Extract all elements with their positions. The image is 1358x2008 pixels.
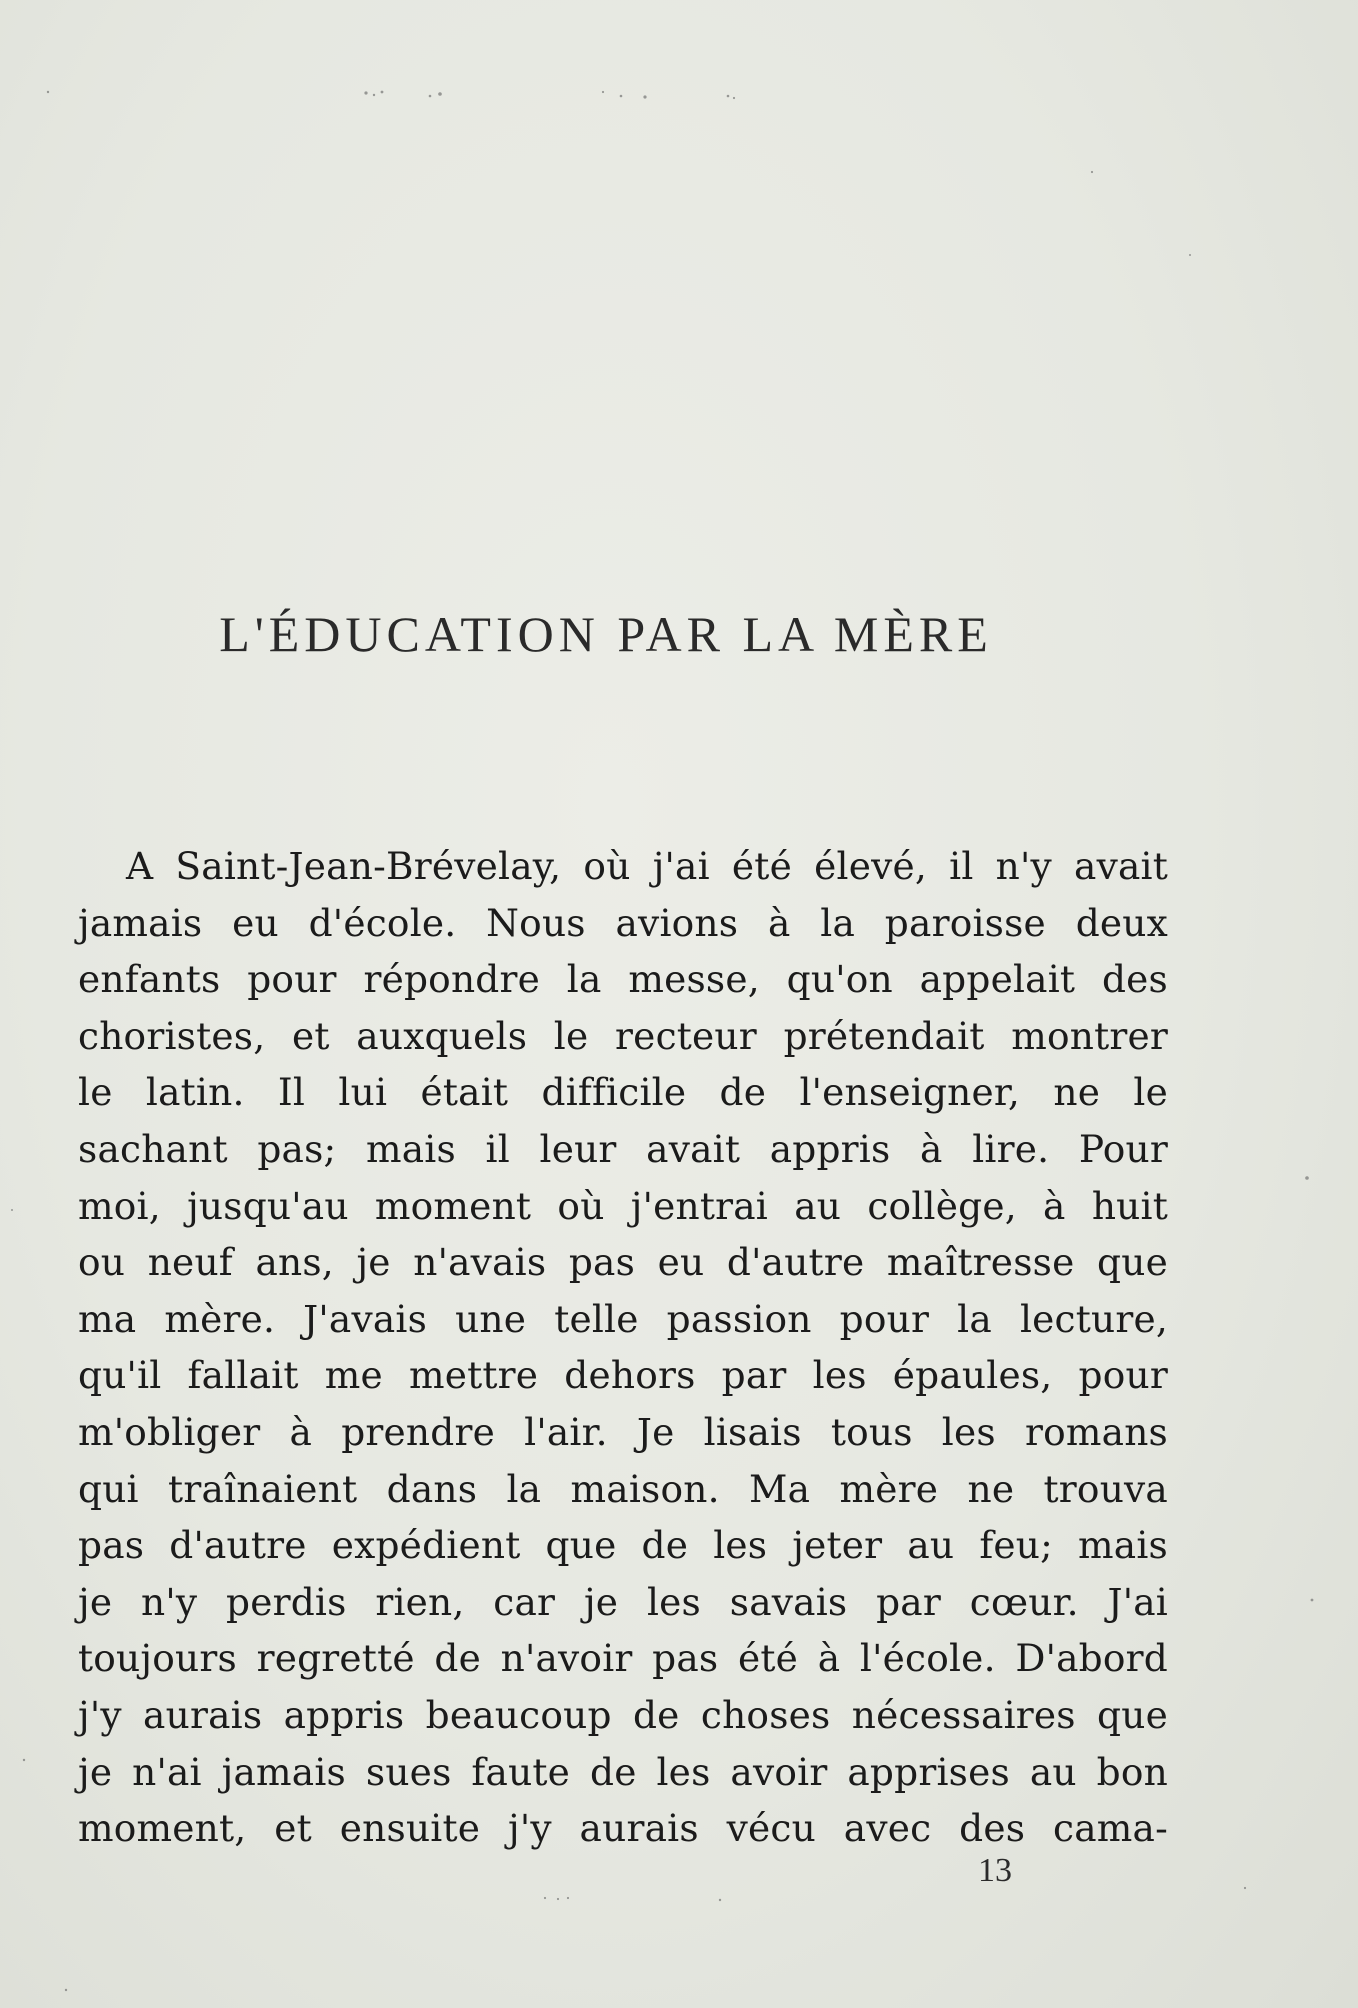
text-line: choristes, et auxquels le recteur prétendait montrer — [78, 1013, 1168, 1058]
body-text — [78, 838, 1168, 1857]
text-line: ou neuf ans, je n'avais pas eu d'autre maîtresse que — [78, 1240, 1168, 1285]
text-line: toujours regretté de n'avoir pas été à l'école. D'abord — [78, 1636, 1168, 1681]
text-line: pas d'autre expédient que de les jeter au feu; mais — [78, 1523, 1168, 1568]
chapter-title — [0, 605, 1358, 663]
text-line: moi, jusqu'au moment où j'entrai au collège, à huit — [78, 1183, 1168, 1228]
chapter-title-text: L'ÉDUCATION PAR LA MÈRE — [219, 606, 993, 662]
page-number: 13 — [978, 1852, 1012, 1889]
text-line: m'obliger à prendre l'air. Je lisais tous les romans — [78, 1409, 1168, 1454]
text-line: j'y aurais appris beaucoup de choses nécessaires que — [78, 1692, 1168, 1737]
text-line: jamais eu d'école. Nous avions à la paroisse deux — [78, 900, 1168, 945]
text-line: sachant pas; mais il leur avait appris à lire. Pour — [78, 1126, 1168, 1171]
text-line: le latin. Il lui était difficile de l'enseigner, ne le — [78, 1070, 1168, 1115]
text-line: moment, et ensuite j'y aurais vécu avec des cama- — [78, 1806, 1168, 1851]
text-line: qui traînaient dans la maison. Ma mère ne trouva — [78, 1466, 1168, 1511]
text-line: je n'y perdis rien, car je les savais par cœur. J'ai — [78, 1579, 1168, 1624]
text-line: enfants pour répondre la messe, qu'on appelait des — [78, 957, 1168, 1002]
text-line: qu'il fallait me mettre dehors par les épaules, pour — [78, 1353, 1168, 1398]
text-line: ma mère. J'avais une telle passion pour la lecture, — [78, 1296, 1168, 1341]
text-line: A Saint-Jean-Brévelay, où j'ai été élevé, il n'y avait — [126, 844, 1168, 888]
text-line: je n'ai jamais sues faute de les avoir apprises au bon — [78, 1749, 1168, 1794]
